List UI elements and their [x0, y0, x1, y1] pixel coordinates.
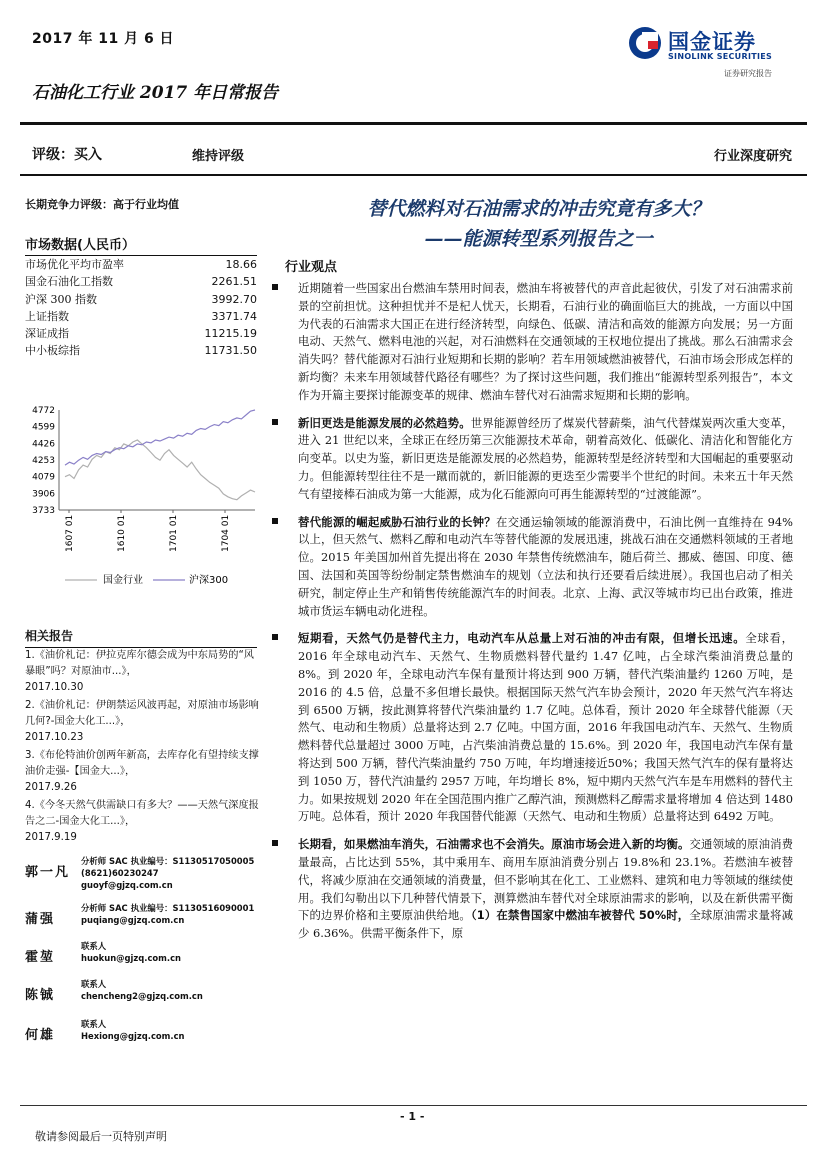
market-data-row: [25, 308, 257, 325]
chart-y-tick-label: 4599: [32, 422, 55, 433]
analyst-name: 陈铖: [25, 988, 56, 1003]
price-chart: [25, 400, 257, 600]
chart-y-tick-label: 3733: [32, 506, 55, 516]
market-data-row: [25, 342, 257, 359]
chart-y-tick-label: 4079: [32, 472, 55, 483]
rating: 评级：买入: [32, 147, 102, 163]
headline-sub: ——能源转型系列报告之一: [424, 228, 653, 250]
related-report-item[interactable]: [25, 698, 263, 746]
market-data-row: [25, 325, 257, 342]
related-reports-title: 相关报告: [25, 627, 257, 648]
footer-rule: [20, 1105, 807, 1106]
logo-name: 国金证券: [668, 30, 756, 54]
chart-y-tick-label: 4253: [32, 455, 55, 466]
market-data-table: [25, 256, 257, 360]
chart-series-line: [65, 410, 255, 465]
chart-y-tick-label: 3906: [32, 489, 55, 500]
analyst-role: 联系人: [81, 1019, 107, 1029]
logo-english: SINOLINK SECURITIES: [668, 52, 773, 61]
bullet-icon: [272, 419, 278, 425]
chart-y-tick-label: 4426: [32, 439, 55, 450]
related-report-text: 4.《今冬天然气供需缺口有多大？——天然气深度报告之二-国金大化工...》，: [25, 800, 259, 827]
paragraph-alternative-energy: 替代能源的崛起威胁石油行业的长钟？在交通运输领域的能源消费中，石油比例一直维持在 94%以上，但天然气、燃料乙醇和电动汽车等替代能源的发展迅速，挑战石油在交通燃料领域的王者地位。2015 年美国加州首先提出将在 2030 年禁售传统燃油车，随后荷兰、挪威、德国、印度、德国、法国和英国等纷纷制定禁售燃油车的规划（立法和执行还要看后续进展）。我国也启动了相关研究，制定停止生产和销售传统能源汽车的时间表。北京、上海、武汉等城市均已出台政策，推进城市货运车辆电动化进程。: [270, 514, 793, 621]
analyst-email[interactable]: chencheng2@gjzq.com.cn: [81, 991, 203, 1001]
page-number: - 1 -: [400, 1110, 425, 1123]
analyst-role: 联系人: [81, 979, 107, 989]
bullet-icon: [272, 840, 278, 846]
paragraph-long-term: 长期看，如果燃油车消失，石油需求也不会消失。原油市场会进入新的均衡。交通领域的原油消费量最高，占比达到 55%，其中乘用车、商用车原油消费分别占 19.8%和 23.1%。若燃油车被替代，将减少原油在交通领域的消费量，但不影响其在化工、工业燃料、建筑和电力等领域的继续使用。我们勾勒出以下几种替代情景下，测算燃油车替代对全球原油需求的影响，以及在新供需平衡下的边界价格和主要原油供给地。（1）在禁售国家中燃油车被替代 50%时，全球原油需求量将减少 6.36%。供需平衡条件下，原: [270, 836, 793, 943]
rating-rule: [20, 174, 807, 176]
logo-mark-icon: [628, 26, 662, 60]
headline-main: 替代燃料对石油需求的冲击究竟有多大？: [367, 198, 710, 220]
market-data-label: 市场优化平均市盈率: [25, 258, 124, 271]
market-data-row: [25, 273, 257, 290]
headline: [270, 194, 807, 254]
chart-x-tick-label: 1701 01: [169, 514, 179, 552]
related-report-text: 2.《油价札记：伊朗禁运风波再起，对原油市场影响几何?-国金大化工...》，: [25, 700, 259, 727]
chart-x-tick-label: 1610 01: [117, 514, 127, 552]
analyst-email[interactable]: huokun@gjzq.com.cn: [81, 953, 182, 963]
analyst-card: [25, 1018, 260, 1066]
related-report-date: 2017.10.23: [25, 732, 84, 743]
maintain-rating: 维持评级: [192, 149, 245, 164]
disclaimer: 敬请参阅最后一页特别声明: [35, 1130, 167, 1143]
market-data-value: 11215.19: [204, 327, 257, 341]
chart-legend-label: 沪深300: [189, 575, 229, 586]
market-data-value: 11731.50: [204, 344, 257, 358]
report-series-title: 石油化工行业 2017 年日常报告: [32, 83, 279, 103]
market-data-label: 深证成指: [25, 327, 69, 341]
market-data-label: 沪深 300 指数: [25, 292, 97, 306]
analyst-card: [25, 855, 260, 903]
header-rule: [20, 122, 807, 125]
bullet-icon: [272, 284, 278, 290]
related-report-item[interactable]: [25, 748, 263, 796]
chart-y-tick-label: 4772: [32, 406, 55, 416]
analyst-role: 分析师 SAC 执业编号：: [81, 856, 173, 866]
long-term-rating: 长期竞争力评级：高于行业均值: [25, 198, 179, 211]
related-report-date: 2017.9.19: [25, 832, 77, 843]
analyst-phone: (8621)60230247: [81, 868, 159, 878]
section-title: 行业观点: [285, 260, 338, 275]
market-data-row: [25, 291, 257, 308]
chart-x-tick-label: 1704 01: [221, 514, 231, 552]
sidebar: [25, 196, 257, 360]
market-data-title: 市场数据(人民币）: [25, 234, 257, 256]
report-date: 2017 年 11 月 6 日: [32, 31, 175, 47]
logo-subtitle: 证券研究报告: [724, 69, 772, 78]
paragraph-energy-trend: 新旧更迭是能源发展的必然趋势。世界能源曾经历了煤炭代替薪柴，油气代替煤炭两次重大变革，进入 21 世纪以来，全球正在经历第三次能源技术革命，朝着高效化、低碳化、清洁化和智能化方向变革。以史为鉴，新旧更迭是能源发展的必然趋势，能源转型是经济转型和大国崛起的重要驱动力。但能源转型往往不是一蹴而就的，新旧能源的更迭至少需要半个世纪的时间。未来五十年天然气有望接棒石油成为第一大能源，成为化石能源向可再生能源转型的“过渡能源”。: [270, 415, 793, 504]
analyst-name: 郭一凡: [25, 865, 71, 880]
related-report-date: 2017.10.30: [25, 682, 84, 693]
related-report-date: 2017.9.26: [25, 782, 77, 793]
related-report-text: 1.《油价札记：伊拉克库尔德会成为中东局势的“风暴眼”吗？对原油市...》，: [25, 650, 254, 677]
analyst-role: 分析师 SAC 执业编号：: [81, 903, 173, 913]
company-logo: [628, 22, 793, 82]
analyst-name: 霍堃: [25, 950, 56, 965]
report-type: 行业深度研究: [713, 149, 792, 164]
paragraph-short-term: 短期看，天然气仍是替代主力，电动汽车从总量上对石油的冲击有限，但增长迅速。全球看，2016 年全球电动汽车、天然气、生物质燃料替代量约 1.47 亿吨，占全球汽柴油消费总量的 8%。到 2020 年，全球电动汽车保有量预计将达到 900 万辆，替代汽柴油量约 1260 万吨，是 2016 的 4.5 倍，总量不多但增长最快。根据国际天然气汽车协会预计，2020 年天然气汽车将达到 6500 万辆，按此测算将替代汽柴油量约 1.7 亿吨。总体看，预计 2020 年全球替代能源（天然气、电动和生物质）总量将达到 2.7 亿吨。中国方面，2016 年我国电动汽车、天然气、生物质燃料替代总量超过 3000 万吨，占汽柴油消费总量的 15.6%。到 2020 年，我国电动汽车保有量将达到 500 万辆，替代汽柴油量约 750 万吨，年均增速接近50%；我国天然气汽车的保有量将达到 1050 万，替代汽油量约 2957 万吨，年均增长 8%，短中期内天然气汽车是车用燃料的替代主力。如果按规划 2020 年在全国范围内推广乙醇汽油，预测燃料乙醇需求量将增加 4 倍达到 1480 万吨。总体看，预计 2020 年我国替代能源（天然气、电动和生物质）总量将达到 6492 万吨。: [270, 630, 793, 826]
analyst-name: 何雄: [25, 1028, 56, 1043]
price-chart-svg: [25, 400, 257, 600]
bullet-icon: [272, 518, 278, 524]
chart-series-line: [65, 440, 255, 500]
market-data-value: 3371.74: [211, 309, 257, 323]
analyst-role: 联系人: [81, 941, 107, 951]
related-report-item[interactable]: [25, 648, 263, 696]
analyst-id: S1130517050005: [172, 856, 255, 866]
market-data-row: [25, 256, 257, 273]
market-data-label: 中小板综指: [25, 344, 80, 358]
bullet-icon: [272, 634, 278, 640]
market-data-label: 上证指数: [25, 309, 69, 323]
market-data-value: 2261.51: [211, 275, 257, 289]
rating-row: [32, 144, 792, 166]
market-data-label: 国金石油化工指数: [25, 275, 113, 289]
analyst-name: 蒲强: [25, 912, 56, 927]
related-report-text: 3.《布伦特油价创两年新高，去库存化有望持续支撑油价走强-【国金大...》，: [25, 750, 259, 777]
analyst-email[interactable]: guoyf@gjzq.com.cn: [81, 880, 173, 890]
analyst-email[interactable]: Hexiong@gjzq.com.cn: [81, 1031, 185, 1041]
analyst-email[interactable]: puqiang@gjzq.com.cn: [81, 915, 185, 925]
market-data-value: 18.66: [225, 258, 257, 271]
analyst-id: S1130516090001: [172, 903, 255, 913]
related-reports-list: [25, 648, 263, 848]
paragraph-intro: 近期随着一些国家出台燃油车禁用时间表，燃油车将被替代的声音此起彼伏，引发了对石油需求前景的空前担忧。这种担忧并不是杞人忧天，长期看，石油行业的确面临巨大的挑战，一方面以中国为代表的石油需求大国正在进行经济转型，向绿色、低碳、清洁和高效的能源方向发展；另一方面电动、天然气、燃料电池的兴起，对石油燃料在交通领域的王权地位提出了挑战。那么石油需求会消失吗？替代能源对石油行业短期和长期的影响？若车用领域燃油被替代，石油市场会形成怎样的新均衡？未来车用领域替代路径有哪些？为了探讨这些问题，我们推出“能源转型系列报告”，本文作为开篇主要探讨能源变革的规律、燃油车替代对石油需求短期和长期的影响。: [270, 280, 793, 405]
chart-legend-label: 国金行业: [103, 575, 143, 586]
related-report-item[interactable]: [25, 798, 263, 846]
main-body: [270, 280, 793, 953]
market-data-value: 3992.70: [211, 292, 257, 306]
chart-x-tick-label: 1607 01: [65, 514, 75, 552]
